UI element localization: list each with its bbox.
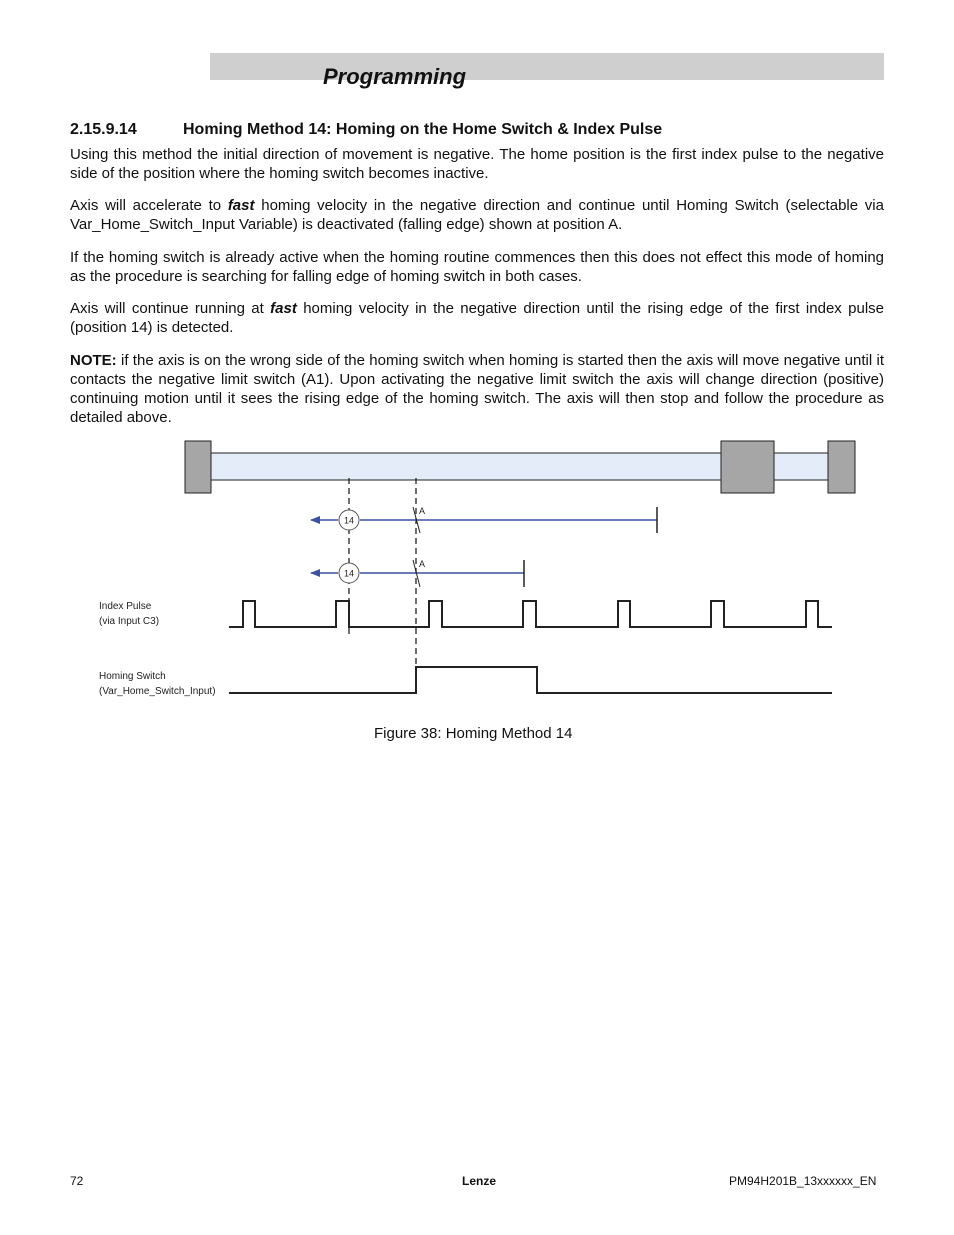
note-label: NOTE: (70, 352, 117, 369)
homing-diagram (0, 430, 954, 720)
page-title: Programming (323, 64, 467, 89)
motion-path-lower (311, 559, 524, 587)
paragraph-text: Axis will accelerate to (70, 197, 228, 214)
figure-caption: Figure 38: Homing Method 14 (374, 725, 573, 742)
paragraph-text: Axis will continue running at (70, 300, 271, 317)
home-marker-label: 14 (343, 568, 355, 579)
position-a-label: A (419, 506, 426, 516)
page-number: 72 (70, 1174, 84, 1188)
paragraph-text: homing velocity in the negative direction and continue until Homing Switch (selectable via Var_Home_Switch_Input Variable) is deactivated (falling edge) shown at position A. (70, 197, 884, 233)
section-number: 2.15.9.14 (70, 121, 137, 138)
paragraph-acceleration (70, 196, 884, 234)
homing-switch-block (721, 441, 774, 493)
index-pulse-signal (229, 601, 832, 627)
paragraph-switch-active: If the homing switch is already active when the homing routine commences then this does not effect this mode of homing as the procedure is searching for falling edge of homing switch in both cases. (70, 249, 884, 285)
position-a-label: A (419, 559, 426, 569)
document-id: PM94H201B_13xxxxxx_EN (729, 1174, 877, 1188)
positive-limit-switch-block (828, 441, 855, 493)
section-title: Homing Method 14: Homing on the Home Switch & Index Pulse (183, 121, 663, 138)
emphasis-fast: fast (270, 300, 297, 317)
header-bar (210, 53, 884, 80)
home-marker-label: 14 (343, 515, 355, 526)
note-text: if the axis is on the wrong side of the homing switch when homing is started then the axis will move negative until it contacts the negative limit switch (A1). Upon activating the negative limit switch the axis will change direction (positive) continuing motion until it sees the rising edge of the homing switch. The axis will then stop and follow the procedure as detailed above. (70, 352, 884, 426)
index-pulse-label: Index Pulse (99, 601, 152, 612)
index-pulse-sublabel: (via Input C3) (99, 616, 160, 627)
paragraph-note (70, 351, 884, 427)
section-heading (70, 121, 884, 139)
homing-switch-label: Homing Switch (99, 671, 166, 682)
homing-switch-signal (229, 667, 832, 693)
emphasis-fast: fast (227, 197, 255, 214)
negative-limit-switch-block (185, 441, 211, 493)
brand-logo: Lenze (462, 1174, 497, 1188)
paragraph-continue (70, 299, 884, 337)
paragraph-intro: Using this method the initial direction of movement is negative. The home position is the first index pulse to the negative side of the position where the homing switch becomes inactive. (70, 146, 884, 182)
motion-path-upper (311, 506, 657, 533)
homing-switch-sublabel: (Var_Home_Switch_Input) (99, 686, 216, 697)
paragraph-text: homing velocity in the negative direction until the rising edge of the first index pulse (position 14) is detected. (70, 300, 884, 336)
